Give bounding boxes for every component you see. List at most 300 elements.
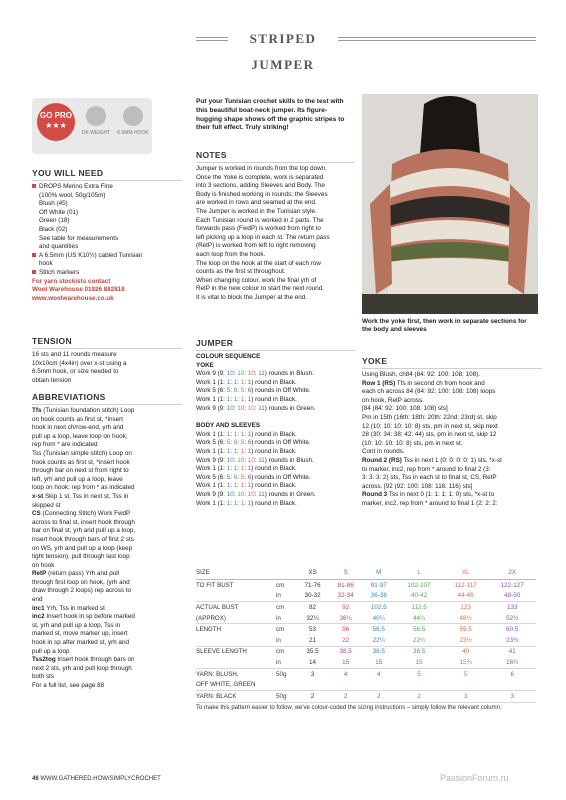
size-header-cell: S	[329, 566, 362, 580]
size-cell: 112.5	[411, 603, 427, 611]
yoke-line	[362, 371, 542, 380]
abbreviation-line-text: left, yrh and pull up a loop, leave	[32, 475, 123, 483]
divider	[196, 350, 356, 351]
abbreviation-line-term: CS	[32, 510, 41, 518]
abbreviation-line	[32, 665, 182, 674]
abbreviation-line	[32, 536, 182, 545]
sequence-sep: :	[230, 447, 234, 455]
size-cell: 122-127	[500, 581, 524, 589]
abbreviation-line	[32, 519, 182, 528]
abbreviation-line-text: across to final st, insert hook through	[32, 518, 135, 526]
sequence-sep: :	[233, 456, 238, 464]
sequence-text: ) rounds in Green.	[264, 490, 316, 498]
size-value: 1	[233, 499, 238, 507]
notes-line: counts as the first st throughout.	[196, 268, 286, 276]
abbreviation-line	[32, 493, 182, 502]
abbreviation-line-text: pull up a loop	[32, 647, 70, 655]
sequence-sep: :	[244, 387, 248, 395]
size-value: 6	[233, 439, 238, 447]
size-value: 1	[226, 447, 231, 455]
size-value: 1	[247, 378, 252, 386]
yoke-instructions	[362, 356, 542, 509]
watermark: PassionForum.ru	[440, 773, 509, 783]
row-unit: cm	[276, 626, 285, 634]
sequence-line	[196, 379, 356, 388]
size-cell: 14	[296, 657, 329, 668]
size-cell: 44¼	[395, 613, 443, 624]
size-header-cell: L	[395, 566, 443, 580]
sequence-sep: :	[237, 430, 241, 438]
jumper-section	[196, 338, 356, 508]
stockists	[32, 278, 182, 304]
sequence-line	[196, 405, 356, 414]
sequence-line	[196, 457, 356, 466]
materials-item-text: A 6.5mm (US K10½) cabled Tunisian	[39, 251, 143, 259]
tension-line: 16 sts and 11 rounds measure	[32, 351, 117, 358]
size-header-cell: M	[362, 566, 395, 580]
sequence-sep: :	[244, 499, 248, 507]
sequence-text: Work 1 (1:	[196, 465, 227, 473]
sequence-sep: :	[237, 395, 241, 403]
size-cell: 102-107	[407, 581, 431, 589]
section-heading: TENSION	[32, 336, 72, 346]
sequence-sep: :	[233, 404, 238, 412]
sequence-text: ) round in Black.	[251, 499, 297, 507]
size-value: 10	[237, 456, 245, 464]
row-unit: 50g	[276, 690, 296, 702]
size-header-cell: XL	[443, 566, 489, 580]
materials-item-text: Stitch markers	[39, 268, 80, 276]
size-cell: 5	[463, 670, 468, 678]
materials-item-text: DROPS Merino Extra Fine	[39, 183, 113, 190]
materials-item	[32, 252, 182, 261]
table-row	[196, 591, 536, 602]
size-value: 6	[233, 473, 238, 481]
sequence-sep: :	[230, 499, 234, 507]
size-cell: 36-38	[362, 591, 395, 602]
size-cell: 71-76	[304, 581, 321, 589]
size-cell: 23½	[443, 635, 489, 646]
notes-line: each loop from the hook.	[196, 250, 266, 258]
abbreviation-line	[32, 467, 182, 476]
table-row	[196, 646, 536, 657]
row-label	[196, 635, 276, 646]
size-cell: 15	[395, 657, 443, 668]
yoke-line-text: to marker, inc2, rep from * around to final 2 (3:	[362, 465, 491, 473]
divider	[32, 180, 182, 181]
divider	[362, 368, 542, 369]
abbreviation-line-text: pull up a loop, leave loop on hook;	[32, 432, 128, 440]
size-cell: 56	[342, 626, 350, 634]
full-list-note: For a full list, see page 88	[32, 682, 105, 689]
size-cell: 92	[342, 603, 350, 611]
sequence-line	[196, 482, 356, 491]
size-value: 1	[240, 430, 245, 438]
size-value: 10	[237, 490, 245, 498]
sequence-sep: :	[244, 370, 248, 378]
size-cell: 48-50	[488, 591, 536, 602]
abbreviation-line	[32, 476, 182, 485]
size-value: 10	[247, 370, 255, 378]
yoke-line-text: on hook, RetP across.	[362, 396, 424, 404]
abbreviation-line-text: Tss (Tunisian simple stitch) Loop on	[32, 449, 132, 457]
size-value: 1	[240, 482, 245, 490]
you-will-need-section	[32, 168, 182, 303]
notes-line: into 3 sections, adding Sleeves and Body. The	[196, 182, 325, 190]
yoke-line-text: each ch across 84 (84: 92: 100: 108: 108) loops	[362, 388, 496, 396]
body-sleeves-sequence	[196, 431, 356, 508]
yoke-instruction-text	[362, 371, 542, 509]
stockists-line: Wool Warehouse 01926 882818	[32, 286, 125, 294]
row-unit	[276, 679, 296, 690]
sequence-sep: :	[254, 490, 259, 498]
yoke-line-text: (10: 10: 10: 10: 8) sts, pm in next st.	[362, 439, 463, 447]
abbreviation-line	[32, 587, 182, 596]
table-row	[196, 580, 536, 591]
sequence-sep: :	[254, 404, 259, 412]
section-heading: YOKE	[362, 356, 388, 366]
sequence-text: Work 5 (6:	[196, 387, 227, 395]
size-cell: 2	[395, 690, 443, 702]
abbreviation-line-text: hook counts as first st, *insert hook	[32, 458, 130, 466]
yoke-line-text: Using Blush, ch84 (84: 92: 100: 108: 108).	[362, 371, 480, 378]
yoke-line	[362, 466, 542, 475]
sequence-sep: :	[244, 456, 248, 464]
sequence-text: ) round in Black.	[251, 430, 297, 438]
size-value: 5	[240, 473, 245, 481]
sequence-text: Work 1 (1:	[196, 447, 227, 455]
size-value: 1	[247, 465, 252, 473]
sequence-sep: :	[237, 482, 241, 490]
materials-item	[32, 192, 182, 201]
size-value: 11	[258, 456, 265, 464]
row-label: SLEEVE LENGTH	[196, 648, 247, 656]
row-unit: cm	[276, 603, 285, 611]
sequence-sep: :	[237, 499, 241, 507]
row-label: (APPROX)	[196, 613, 276, 624]
size-cell: 60.5	[506, 626, 519, 634]
sequence-text: ) round in Black.	[251, 395, 297, 403]
section-heading: JUMPER	[196, 338, 234, 348]
sequence-sep: :	[244, 395, 248, 403]
size-cell: 123	[460, 603, 471, 611]
stockists-link[interactable]: www.woolwarehouse.co.uk	[32, 294, 114, 302]
abbreviation-line	[32, 424, 182, 433]
hook-size-label: 6.5MM HOOK	[117, 130, 149, 136]
tension-section	[32, 336, 182, 385]
size-value: 1	[247, 395, 252, 403]
size-cell: 56.5	[372, 626, 385, 634]
sequence-line	[196, 491, 356, 500]
size-cell: 16¼	[488, 657, 536, 668]
sequence-text: Work 1 (1:	[196, 430, 227, 438]
table-row	[196, 657, 536, 668]
size-table-note: To make this pattern easier to follow, we've colour-coded the sizing instructions – simply follow the relevant column.	[196, 705, 502, 711]
abbreviation-line-text: both sts	[32, 673, 55, 681]
sequence-sep: :	[237, 378, 241, 386]
size-value: 10	[237, 370, 245, 378]
size-cell: 2	[329, 690, 362, 702]
table-row	[196, 668, 536, 679]
abbreviation-line-text: next 2 sts, yrh and pull loop through	[32, 664, 132, 672]
abbreviation-line-text: Insert hook in sp before marked	[44, 613, 135, 621]
size-value: 1	[226, 395, 231, 403]
sequence-text: Work 9 (9:	[196, 370, 227, 378]
size-cell: 38.5	[412, 648, 426, 656]
abbreviation-line	[32, 510, 182, 519]
yoke-line-text: 28 (30: 34: 38: 42: 44) sts, pm in next st, skip 12	[362, 431, 497, 439]
section-heading: NOTES	[196, 150, 227, 160]
yoke-line-text: across. [92 (92: 100: 108: 116: 116) sts]	[362, 482, 473, 490]
size-value: 6	[247, 473, 252, 481]
sequence-sep: :	[244, 473, 248, 481]
yoke-line-term: Round 3	[362, 491, 388, 499]
abbreviation-line-text: insert hook through bars of first 2 sts	[32, 535, 134, 543]
yoke-line	[362, 431, 542, 440]
size-cell: 22¼	[395, 635, 443, 646]
abbreviation-line	[32, 570, 182, 579]
notes-line: left picking up a loop in each st. The return pass	[196, 233, 330, 241]
size-cell: 91-97	[370, 581, 387, 589]
size-table	[196, 566, 536, 703]
abbreviations-section	[32, 392, 182, 691]
materials-item	[32, 209, 182, 218]
size-cell: 2	[296, 690, 329, 702]
size-value: 5	[226, 439, 231, 447]
table-row	[196, 679, 536, 690]
size-cell: 4	[377, 670, 381, 678]
size-cell: 40	[462, 648, 470, 656]
row-label: YARN: BLACK	[196, 690, 276, 702]
size-value: 1	[240, 378, 245, 386]
yoke-line	[362, 500, 542, 509]
materials-item	[32, 183, 182, 192]
abbreviation-line-text: loop on hook; rep from * as indicated	[32, 484, 135, 492]
materials-item-text: Off White (01)	[39, 208, 79, 216]
row-label	[196, 591, 276, 602]
abbreviation-line	[32, 648, 182, 657]
size-value: 1	[247, 499, 252, 507]
notes-line: It is vital to block the Jumper at the end.	[196, 293, 307, 301]
bullet-icon	[32, 270, 36, 274]
yoke-line	[362, 388, 542, 397]
sequence-sep: :	[230, 395, 234, 403]
row-unit: in	[276, 591, 296, 602]
size-value: 5	[240, 387, 245, 395]
skill-level-badge	[37, 103, 75, 141]
size-value: 1	[247, 447, 252, 455]
size-value: 10	[237, 404, 245, 412]
table-row	[196, 690, 536, 702]
abbreviation-line	[32, 656, 182, 665]
sequence-sep: :	[244, 439, 248, 447]
sequence-sep: :	[244, 482, 248, 490]
size-cell	[395, 679, 443, 690]
sequence-text: ) round in Black.	[251, 465, 297, 473]
sequence-text: Work 5 (6:	[196, 473, 227, 481]
yoke-line-text: 3: 3: 3: 2) sts, Tss in each st to final st, CS, RetP	[362, 474, 497, 482]
abbreviation-line	[32, 605, 182, 614]
abbreviation-line-text: marked st, move marker up, insert	[32, 630, 128, 638]
abbreviation-line-term: Tss2tog	[32, 656, 56, 664]
sequence-sep: :	[230, 465, 234, 473]
yoke-line-text: Tss in next 1 (0: 0: 0: 0: 1) sts, *x-st	[401, 456, 502, 464]
sequence-text: ) rounds in Blush.	[264, 370, 314, 378]
abbreviation-line-text: on hook	[32, 561, 55, 569]
divider	[196, 162, 354, 163]
sequence-sep: :	[230, 482, 234, 490]
notes-line: Once the Yoke is complete, work is separated	[196, 173, 324, 181]
sequence-text: ) rounds in Off White.	[251, 473, 311, 481]
size-cell: 21	[296, 635, 329, 646]
sequence-text: ) round in Black.	[251, 482, 297, 490]
abbreviation-line	[32, 596, 182, 605]
abbreviation-line-text: rep from * are indicated	[32, 441, 98, 449]
yoke-line	[362, 457, 542, 466]
materials-list	[32, 183, 182, 278]
sequence-sep: :	[244, 465, 248, 473]
sequence-line	[196, 396, 356, 405]
size-value: 10	[247, 404, 255, 412]
bullet-icon	[32, 253, 36, 257]
row-label: YARN: BLUSH,	[196, 670, 239, 678]
size-cell: 3	[488, 690, 536, 702]
row-label: TO FIT BUST	[196, 581, 234, 589]
size-cell: 81-86	[337, 581, 354, 589]
table-row	[196, 602, 536, 613]
size-cell: 38.5	[372, 648, 385, 656]
size-value: 6	[247, 439, 252, 447]
sequence-line	[196, 431, 356, 440]
size-header-cell: 2X	[488, 566, 536, 580]
sequence-line	[196, 474, 356, 483]
yoke-line	[362, 491, 542, 500]
size-cell: 102.5	[370, 603, 387, 611]
sequence-text: ) rounds in Off White.	[251, 387, 311, 395]
size-cell: 22	[329, 635, 362, 646]
size-value: 1	[233, 395, 238, 403]
abbreviation-line	[32, 459, 182, 468]
size-value: 1	[240, 447, 245, 455]
size-value: 11	[258, 370, 265, 378]
abbreviation-line-text: tight tension), pull through last loop	[32, 553, 130, 561]
size-value: 1	[226, 430, 231, 438]
yoke-line	[362, 474, 542, 483]
abbreviation-list	[32, 407, 182, 682]
size-value: 1	[240, 465, 245, 473]
size-value: 5	[226, 387, 231, 395]
yoke-line	[362, 414, 542, 423]
row-label: LENGTH	[196, 626, 222, 634]
sequence-sep: :	[254, 370, 259, 378]
abbreviation-line-text: (return pass) Yrh and pull	[46, 570, 120, 578]
notes-line: The loop on the hook at the start of each row	[196, 259, 321, 267]
sequence-sep: :	[244, 490, 248, 498]
notes-line: (RetP) is worked from left to right removing	[196, 242, 316, 250]
sequence-sep: :	[244, 404, 248, 412]
size-cell: 30-32	[296, 591, 329, 602]
size-cell	[362, 679, 395, 690]
abbreviation-line	[32, 553, 182, 562]
yoke-line-text: Cont in rounds.	[362, 448, 405, 456]
tension-line: obtain tension	[32, 376, 72, 384]
photo-caption: Work the yoke first, then work in separate sections for the body and sleeves	[362, 318, 527, 334]
size-value: 5	[240, 439, 245, 447]
row-label: ACTUAL BUST	[196, 603, 239, 611]
sequence-sep: :	[237, 447, 241, 455]
size-cell: 32¼	[296, 613, 329, 624]
abbreviation-line	[32, 502, 182, 511]
size-cell: 6	[510, 670, 514, 678]
size-cell	[329, 679, 362, 690]
size-value: 10	[226, 490, 234, 498]
yoke-line-term: Round 2 (RS)	[362, 456, 402, 464]
abbreviation-line	[32, 545, 182, 554]
abbreviation-line	[32, 416, 182, 425]
size-cell: 133	[506, 603, 518, 611]
size-value: 1	[233, 482, 238, 490]
abbreviation-line-text: Skip 1 st, Tss in next st, Tss in	[43, 492, 129, 500]
abbreviation-line	[32, 441, 182, 450]
abbreviation-line	[32, 639, 182, 648]
size-cell: 53	[309, 626, 317, 634]
materials-item-text: Green (18)	[39, 217, 70, 225]
materials-item-text: and quantities	[39, 243, 79, 251]
abbreviation-line	[32, 630, 182, 639]
abbreviation-line	[32, 562, 182, 571]
yoke-line	[362, 397, 542, 406]
size-value: 1	[233, 378, 238, 386]
size-value: 1	[247, 430, 252, 438]
abbreviation-line-term: RetP	[32, 570, 47, 578]
abbreviation-line	[32, 613, 182, 622]
yoke-line-text: marker, inc2, rep from * around to final 1 (2: 2: 2:	[362, 499, 498, 507]
sequence-sep: :	[254, 456, 259, 464]
size-value: 10	[226, 456, 234, 464]
sequence-line	[196, 370, 356, 379]
abbreviation-line-text: st, yrh and pull up a loop, Tss in	[32, 621, 121, 629]
size-cell: 40¼	[362, 613, 395, 624]
abbreviation-line	[32, 673, 182, 682]
size-cell: 38.5	[339, 648, 352, 656]
yoke-line	[362, 483, 542, 492]
size-cell: 23¾	[488, 635, 536, 646]
notes-line: are worked in rows and seamed at the end.	[196, 199, 317, 207]
tension-text	[32, 351, 182, 385]
abbreviation-line	[32, 484, 182, 493]
hook-icon	[123, 106, 143, 126]
sequence-line	[196, 387, 356, 396]
table-row	[196, 635, 536, 646]
size-value: 5	[226, 473, 231, 481]
yoke-line-text: 12 (10: 10: 10: 10: 8) sts, pm in next st, skip next	[362, 422, 498, 430]
sequence-text: Work 1 (1:	[196, 482, 227, 490]
size-cell: 15	[329, 657, 362, 668]
size-value: 10	[247, 456, 255, 464]
size-cell: 82	[309, 603, 317, 611]
abbreviation-line-term: inc2	[32, 613, 45, 621]
materials-item	[32, 260, 182, 269]
size-cell: 15	[362, 657, 395, 668]
size-header-cell: XS	[296, 566, 329, 580]
size-value: 1	[226, 465, 231, 473]
yoke-subheading: YOKE	[196, 361, 214, 369]
size-cell	[296, 679, 329, 690]
materials-item-text: (100% wool, 50g/105m)	[39, 191, 106, 199]
abbreviation-line	[32, 450, 182, 459]
table-row	[196, 624, 536, 635]
sequence-text: ) rounds in Blush.	[264, 456, 314, 464]
